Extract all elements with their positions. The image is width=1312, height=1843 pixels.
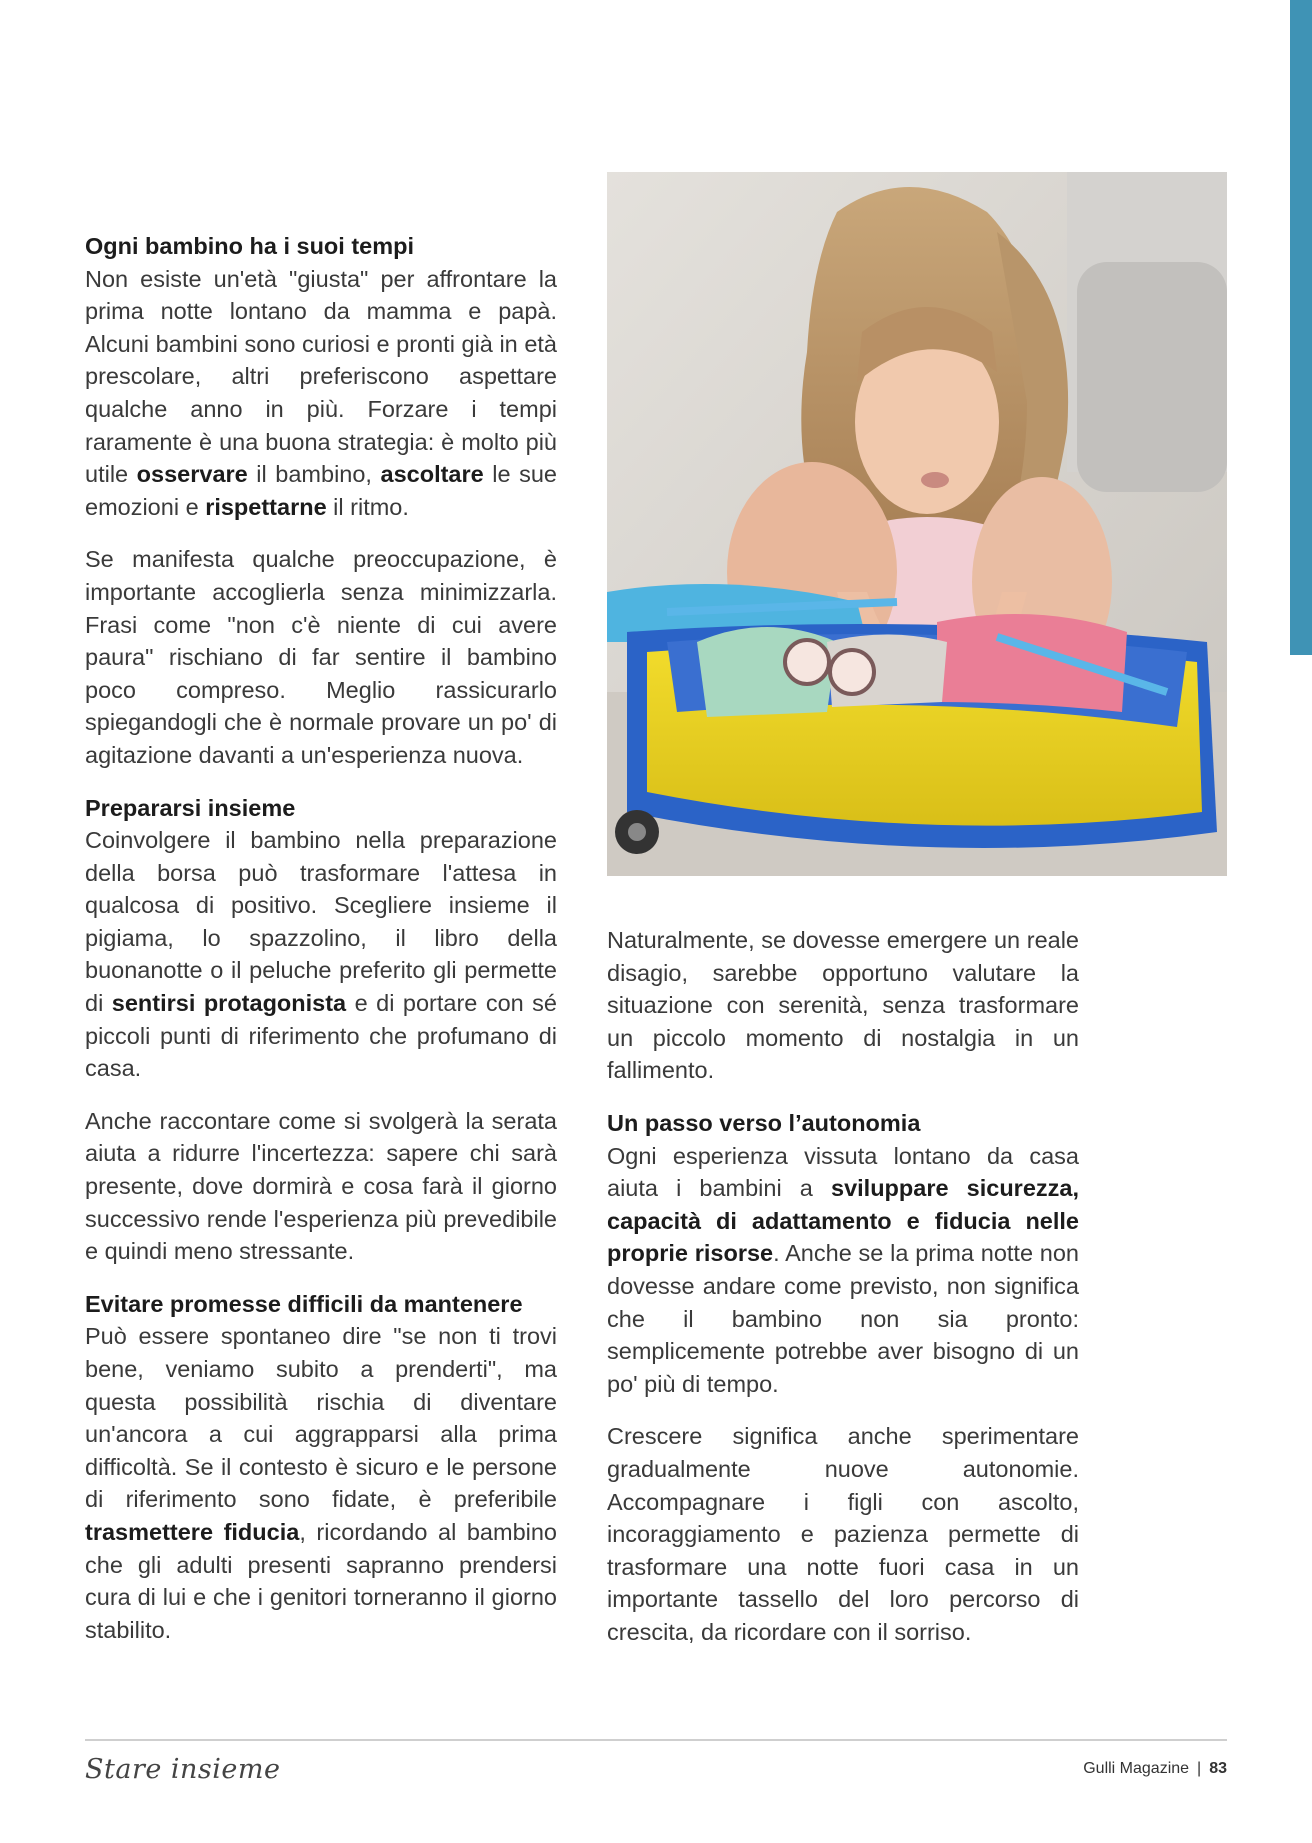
paragraph: Anche raccontare come si svolgerà la serata aiuta a ridurre l'incertezza: sapere chi sarà presente, dove dormirà e cosa farà il giorno successivo rende l'esperienza più prevedibile e quindi meno stressante. [85, 1107, 557, 1265]
paragraph [607, 1140, 1079, 1401]
right-column [607, 924, 1079, 1668]
footer-separator: | [1197, 1760, 1202, 1777]
paragraph [85, 1320, 557, 1646]
footer-divider [85, 1739, 1227, 1741]
bold-text: sviluppare sicurezza, capacità di adattamento e fiducia nelle proprie risorse [607, 1175, 1079, 1267]
text-run: le sue emozioni e [85, 461, 557, 520]
text-run: Ogni esperienza vissuta lontano da casa aiuta i bambini a [607, 1142, 1079, 1202]
text-run: , ricordando al bambino che gli adulti presenti sapranno prendersi cura di lui e che i genitori torneranno il giorno stabilito. [85, 1518, 557, 1643]
paragraph: Naturalmente, se dovesse emergere un reale disagio, sarebbe opportuno valutare la situazione con serenità, senza trasformare un piccolo momento di nostalgia in un fallimento. [607, 927, 1079, 1084]
left-column [85, 230, 557, 1666]
paragraph: Crescere significa anche sperimentare gradualmente nuove autonomie. Accompagnare i figli con ascolto, incoraggiamento e pazienza permette di trasformare una notte fuori casa in un importante tassello del loro percorso di crescita, da ricordare con il sorriso. [607, 1423, 1079, 1645]
footer-page-info [1083, 1760, 1227, 1778]
text-run: . Anche se la prima notte non dovesse andare come previsto, non significa che il bambino non sia pronto: semplicemente potrebbe aver bisogno di un po' più di tempo. [607, 1240, 1079, 1397]
heading-evitare-promesse: Evitare promesse difficili da mantenere [85, 1290, 523, 1317]
text-run: Non esiste un'età "giusta" per affrontare la prima notte lontano da mamma e papà. Alcuni bambini sono curiosi e pronti già in età prescolare, altri preferiscono aspettare qualche anno in più. Forzare i tempi raramente è una buona strategia: è molto più utile [85, 265, 557, 488]
bold-text: ascoltare [380, 461, 484, 488]
bold-text: trasmettere fiducia [85, 1518, 300, 1545]
photo-girl-packing-suitcase [607, 172, 1227, 876]
text-run: Può essere spontaneo dire "se non ti trovi bene, veniamo subito a prenderti", ma questa possibilità rischia di diventare un'ancora a cui aggrapparsi alla prima difficoltà. Se il contesto è sicuro e le persone di riferimento sono fidate, è preferibile [85, 1323, 557, 1513]
bold-text: osservare [136, 461, 248, 488]
heading-un-passo: Un passo verso l’autonomia [607, 1109, 921, 1136]
photo-illustration [607, 172, 1227, 876]
page-number: 83 [1209, 1760, 1227, 1777]
bold-text: rispettarne [205, 493, 327, 520]
bold-text: sentirsi protagonista [111, 990, 347, 1017]
heading-prepararsi-insieme: Prepararsi insieme [85, 794, 296, 821]
text-run: Coinvolgere il bambino nella preparazione della borsa può trasformare l'attesa in qualcosa di positivo. Scegliere insieme il pigiama, lo spazzolino, il libro della buonanotte o il peluche preferito gli permette di [85, 827, 557, 1017]
section-color-tab [1290, 0, 1312, 655]
paragraph [85, 263, 557, 524]
footer-section-name: Stare insieme [85, 1754, 281, 1785]
text-run: il ritmo. [326, 493, 409, 520]
heading-ogni-bambino: Ogni bambino ha i suoi tempi [85, 233, 415, 259]
magazine-name: Gulli Magazine [1083, 1760, 1190, 1777]
text-run: e di portare con sé piccoli punti di riferimento che profumano di casa. [85, 990, 557, 1082]
text-run: il bambino, [247, 461, 381, 488]
paragraph [85, 824, 557, 1085]
paragraph: Se manifesta qualche preoccupazione, è importante accoglierla senza minimizzarla. Frasi come "non c'è niente di cui avere paura" rischiano di far sentire il bambino poco compreso. Meglio rassicurarlo spiegandogli che è normale provare un po' di agitazione davanti a un'esperienza nuova. [85, 546, 557, 768]
